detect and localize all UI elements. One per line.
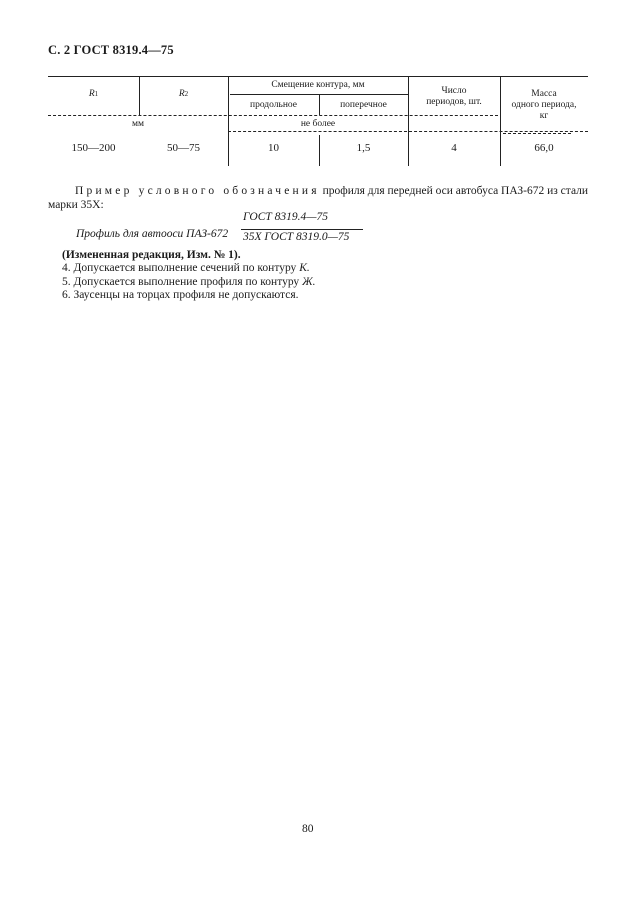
r1-symbol: R	[88, 88, 95, 99]
designation-example	[48, 184, 593, 212]
header-offset: Смещение контура, мм	[271, 79, 365, 90]
header-periods-line1: Число	[441, 86, 467, 96]
formula-left: Профиль для автооси ПАЗ-672	[76, 228, 229, 240]
note-4-text: 4. Допускается выполнение сечений по контуру	[62, 262, 300, 275]
r1-subscript: 1	[94, 89, 99, 98]
note-5-contour: Ж.	[302, 275, 316, 288]
cell-mass: 66,0	[534, 141, 554, 154]
header-r1	[48, 84, 139, 104]
header-periods-line2: периодов, шт.	[426, 97, 482, 107]
cell-offset-long: 10	[268, 141, 279, 154]
header-offset-longitudinal: продольное	[249, 99, 297, 110]
note-5	[62, 276, 315, 289]
note-6: 6. Заусенцы на торцах профиля не допускаются.	[62, 288, 299, 301]
page-header: С. 2 ГОСТ 8319.4—75	[48, 43, 174, 57]
header-offset-transverse: поперечное	[340, 99, 387, 110]
page-number: 80	[302, 823, 314, 835]
cell-r1: 150—200	[71, 141, 116, 154]
unit-not-more: не более	[300, 118, 336, 129]
note-4-contour: К.	[299, 262, 310, 275]
example-lead: Пример условного обозначения	[75, 185, 320, 197]
r2-subscript: 2	[184, 89, 189, 98]
example-text: профиля для передней оси автобуса ПАЗ-672 из стали марки 35Х:	[48, 185, 589, 211]
header-r2	[139, 84, 228, 104]
unit-mm: мм	[131, 118, 145, 129]
header-mass	[500, 86, 588, 124]
note-4	[62, 262, 315, 275]
header-mass-line3: кг	[539, 110, 549, 121]
formula-numerator: ГОСТ 8319.4—75	[243, 211, 328, 223]
note-5-text: 5. Допускается выполнение профиля по контуру	[62, 275, 303, 288]
fraction-bar	[241, 229, 363, 230]
header-mass-line2: одного периода,	[511, 99, 577, 110]
header-periods	[408, 82, 500, 112]
cell-offset-trans: 1,5	[356, 141, 371, 154]
data-table	[48, 76, 588, 166]
cell-r2: 50—75	[167, 141, 200, 154]
formula-denominator: 35Х ГОСТ 8319.0—75	[243, 231, 350, 243]
cell-periods: 4	[451, 141, 457, 154]
notes	[62, 249, 315, 302]
r2-symbol: R	[178, 88, 185, 99]
header-mass-line1: Масса	[531, 88, 557, 99]
edition-note: (Измененная редакция, Изм. № 1).	[62, 249, 241, 261]
